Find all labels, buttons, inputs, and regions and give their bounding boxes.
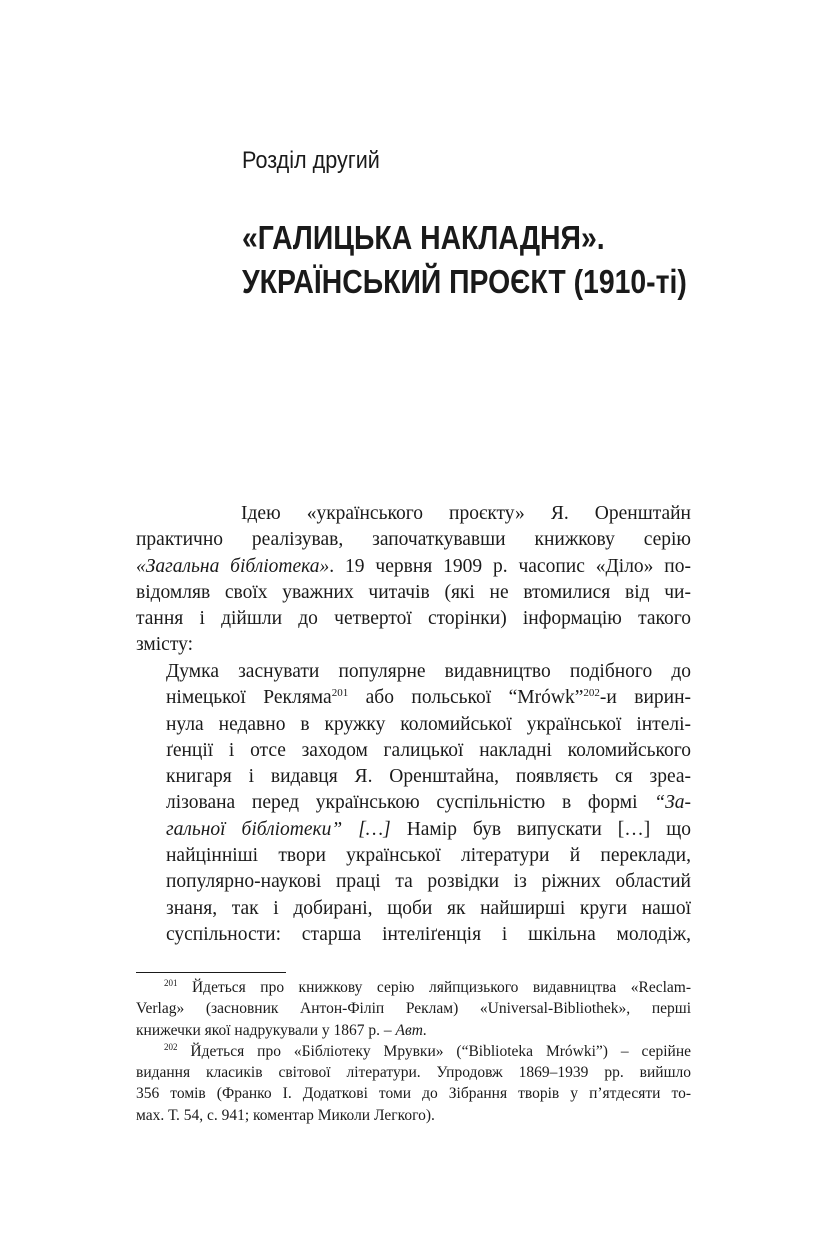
quote-text: або польської “Mrówk”: [348, 687, 584, 709]
footnote-text: Йдеться про книжкову серію ляйпцизького видавництва «Reclam-: [191, 979, 691, 996]
quote-line: ґенції і отсе заходом галицької накладні коломийського: [166, 739, 691, 761]
paragraph-text: . 19 червня 1909 р. часопис «Діло» по-: [329, 555, 691, 577]
series-title: «Загальна бібліотека»: [136, 555, 330, 577]
quote-line: книгаря і видавця Я. Оренштайна, появляєть ся зреа-: [166, 766, 691, 788]
paragraph-line: тання і дійшли до четвертої сторінки) інформацію такого: [136, 608, 691, 630]
footnote-number: 201: [164, 978, 178, 988]
footnote-line: видання класиків світової літератури. Упродовж 1869–1939 рр. вийшло: [136, 1064, 691, 1082]
paragraph-line: [136, 554, 691, 580]
section-label: Розділ другий: [242, 147, 380, 174]
footnote-number: 202: [164, 1041, 178, 1052]
author-note: Авт.: [395, 1021, 427, 1039]
footnote-line: 356 томів (Франко І. Додаткові томи до Зібрання творів у п’ятдесяти то-: [136, 1085, 691, 1103]
quote-line: нула недавно в кружку коломийської української інтелі-: [166, 713, 691, 735]
quote-text: -и вирин-: [599, 687, 691, 709]
footnote-divider: [136, 972, 286, 973]
quote-line: Думка заснувати популярне видавництво подібного до: [166, 661, 691, 682]
quote-italic: “За-: [654, 792, 691, 814]
quote-line: найцінніші твори української літератури й переклади,: [166, 845, 691, 867]
footnote-text: книжечки якої надрукували у 1867 р. –: [136, 1021, 396, 1039]
footnote-202: [136, 1041, 691, 1126]
footnote-line: [136, 1041, 691, 1062]
quote-text: Намір був випускати […] що: [390, 818, 691, 840]
chapter-title-line-2: УКРАЇНСЬКИЙ ПРОЄКТ (1910-ті): [242, 263, 687, 300]
quote-line: [166, 790, 691, 816]
chapter-title-line-1: «ГАЛИЦЬКА НАКЛАДНЯ».: [242, 219, 605, 256]
footnote-line: мах. Т. 54, с. 941; коментар Миколи Легкого).: [136, 1106, 435, 1124]
body-paragraph: [136, 501, 691, 659]
quote-italic: гальної бібліотеки” […]: [166, 818, 391, 840]
paragraph-line: Ідею «українського проєкту» Я. Оренштайн: [241, 503, 691, 524]
footnote-line: [136, 977, 691, 998]
footnotes: [136, 977, 691, 1126]
quote-line: знаня, так і добирані, щоби як найширші круги нашої: [166, 897, 691, 919]
footnote-text: Йдеться про «Бібліотеку Мрувки» (“Biblioteka Mrówki”) – серійне: [190, 1042, 691, 1060]
quote-line: [166, 817, 691, 843]
quote-line: популярно-наукові праці та розвідки із ріжних областий: [166, 871, 691, 893]
footnote-line: Verlag» (засновник Антон-Філіп Реклам) «Universal-Bibliothek», перші: [136, 1000, 691, 1018]
paragraph-line: відомляв своїх уважних читачів (які не втомилися від чи-: [136, 581, 691, 603]
footnote-ref-201: 201: [331, 687, 349, 700]
paragraph-line: змісту:: [136, 634, 194, 656]
quote-text: лізована перед українською суспільністю в формі: [166, 792, 655, 814]
footnote-201: [136, 977, 691, 1041]
footnote-line: [136, 1020, 691, 1041]
paragraph-line: практично реалізував, започаткувавши книжкову серію: [136, 529, 691, 551]
quote-text: німецької Реклямa: [166, 687, 332, 709]
chapter-title: [242, 216, 689, 304]
quote-line: суспільности: старша інтеліґенція і шкільна молодіж,: [166, 923, 691, 945]
quote-line: [166, 685, 691, 711]
footnote-ref-202: 202: [583, 687, 600, 700]
block-quote: [166, 659, 691, 948]
